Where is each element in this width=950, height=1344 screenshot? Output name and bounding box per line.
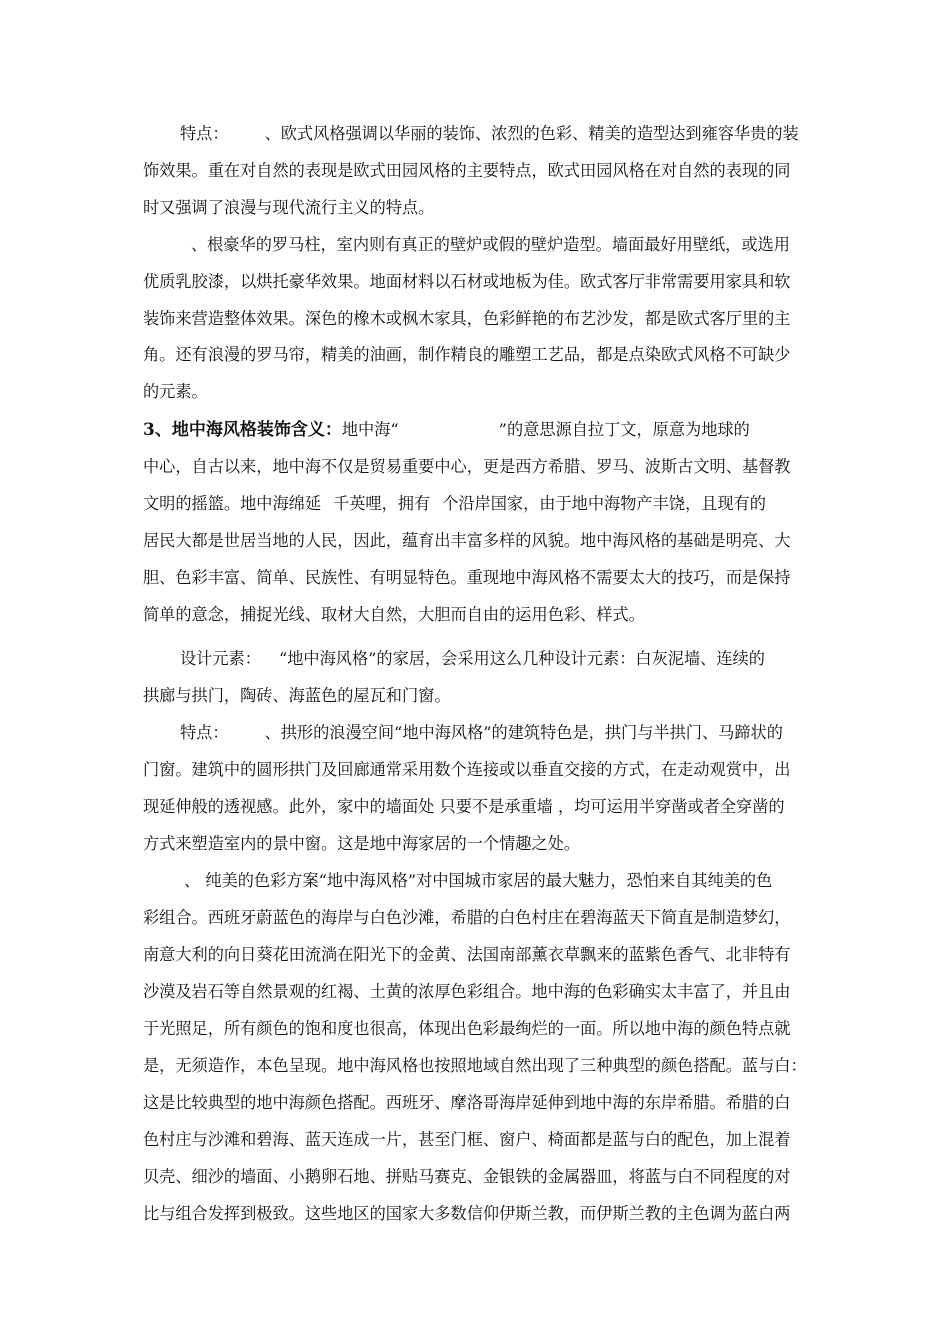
text-segment: 地中海“ [341, 420, 399, 439]
paragraph-line [180, 123, 799, 145]
text-segment: 个沿岸国家，由于地中海物产丰饶，且现有的 [442, 494, 766, 513]
paragraph-line: 、 纯美的色彩方案“地中海风格”对中国城市家居的最大魅力，恐怕来自其纯美的色 [184, 871, 773, 890]
paragraph-line: 中心，自古以来，地中海不仅是贸易重要中心，更是西方希腊、罗马、波斯古文明、基督教 [143, 457, 791, 476]
paragraph-line: 装饰来营造整体效果。深色的橡木或枫木家具，色彩鲜艳的布艺沙发，都是欧式客厅里的主 [143, 309, 791, 328]
paragraph-line [143, 419, 750, 441]
text-segment: “地中海风格”的家居，会采用这么几种设计元素：白灰泥墙、连续的 [278, 649, 765, 668]
paragraph-line: 胆、色彩丰富、简单、民族性、有明显特色。重现地中海风格不需要太大的技巧，而是保持 [143, 568, 791, 587]
paragraph-line: 南意大利的向日葵花田流淌在阳光下的金黄、法国南部薰衣草飘来的蓝紫色香气、北非特有 [143, 945, 791, 964]
label-design-elements: 设计元素： [180, 649, 261, 668]
label-features: 特点： [180, 723, 229, 742]
paragraph-line: 门窗。建筑中的圆形拱门及回廊通常采用数个连接或以垂直交接的方式，在走动观赏中，出 [143, 760, 791, 779]
paragraph-line: 彩组合。西班牙蔚蓝色的海岸与白色沙滩，希腊的白色村庄在碧海蓝天下简直是制造梦幻， [143, 908, 791, 927]
text-segment: 、欧式风格强调以华丽的装饰、浓烈的色彩、精美的造型达到雍容华贵的装 [264, 124, 799, 143]
paragraph-line: 简单的意念，捕捉光线、取材大自然，大胆而自由的运用色彩、样式。 [143, 605, 645, 624]
label-features: 特点： [180, 124, 229, 143]
paragraph-line: 方式来塑造室内的景中窗。这是地中海家居的一个情趣之处。 [143, 834, 581, 853]
paragraph-line: 这是比较典型的地中海颜色搭配。西班牙、摩洛哥海岸延伸到地中海的东岸希腊。希腊的白 [143, 1093, 791, 1112]
text-segment: ”的意思源自拉丁文，原意为地球的 [498, 420, 750, 439]
section-heading: 3、地中海风格装饰含义： [143, 420, 342, 440]
paragraph-line: 于光照足，所有颜色的饱和度也很高，体现出色彩最绚烂的一面。所以地中海的颜色特点就 [143, 1019, 791, 1038]
paragraph-line: 比与组合发挥到极致。这些地区的国家大多数信仰伊斯兰教，而伊斯兰教的主色调为蓝白两 [143, 1204, 791, 1223]
paragraph-line: 现延伸般的透视感。此外，家中的墙面处 只要不是承重墙 ，均可运用半穿凿或者全穿凿的 [143, 797, 785, 816]
paragraph-line: 贝壳、细沙的墙面、小鹅卵石地、拼贴马赛克、金银铁的金属器皿，将蓝与白不同程度的对 [143, 1167, 791, 1186]
paragraph-line: 居民大都是世居当地的人民，因此，蕴育出丰富多样的风貌。地中海风格的基础是明亮、大 [143, 531, 791, 550]
paragraph-line: 的元素。 [143, 382, 208, 401]
paragraph-line: 、根豪华的罗马柱，室内则有真正的壁炉或假的壁炉造型。墙面最好用壁纸，或选用 [191, 235, 790, 254]
paragraph-line: 优质乳胶漆，以烘托豪华效果。地面材料以石材或地板为佳。欧式客厅非常需要用家具和软 [143, 272, 791, 291]
text-segment: 千英哩，拥有 [333, 494, 431, 513]
paragraph-line: 色村庄与沙滩和碧海、蓝天连成一片，甚至门框、窗户、椅面都是蓝与白的配色，加上混着 [143, 1130, 791, 1149]
paragraph-line: 饰效果。重在对自然的表现是欧式田园风格的主要特点，欧式田园风格在对自然的表现的同 [143, 161, 791, 180]
paragraph-line: 是，无须造作，本色呈现。地中海风格也按照地域自然出现了三种典型的颜色搭配。蓝与白： [143, 1056, 807, 1075]
paragraph-line: 拱廊与拱门，陶砖、海蓝色的屋瓦和门窗。 [143, 686, 451, 705]
paragraph-line [143, 493, 766, 515]
paragraph-line [180, 648, 765, 670]
text-segment: 、拱形的浪漫空间“地中海风格”的建筑特色是，拱门与半拱门、马蹄状的 [264, 723, 783, 742]
paragraph-line: 沙漠及岩石等自然景观的红褐、土黄的浓厚色彩组合。地中海的色彩确实太丰富了，并且由 [143, 982, 791, 1001]
paragraph-line [180, 722, 783, 744]
text-segment: 文明的摇篮。地中海绵延 [143, 494, 322, 513]
paragraph-line: 角。还有浪漫的罗马帘，精美的油画，制作精良的雕塑工艺品，都是点染欧式风格不可缺少 [143, 345, 791, 364]
paragraph-line: 时又强调了浪漫与现代流行主义的特点。 [143, 198, 435, 217]
